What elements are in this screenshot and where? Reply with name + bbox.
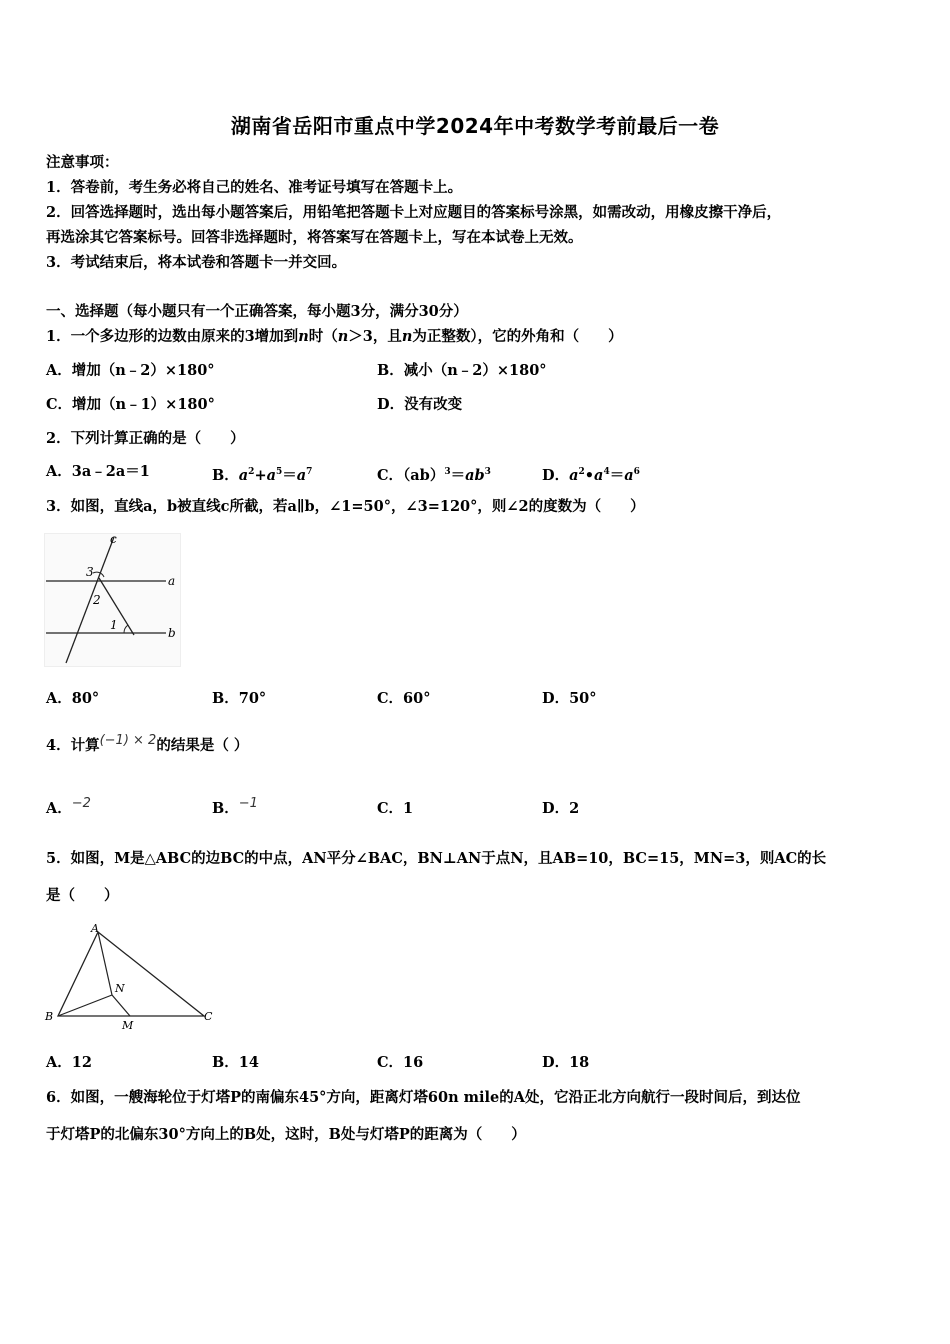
notice-item-3: 3．考试结束后，将本试卷和答题卡一并交回。 <box>46 254 347 271</box>
q3-figure <box>44 533 182 668</box>
q5-stem-line1: 5．如图，M是△ABC的边BC的中点，AN平分∠BAC，BN⊥AN于点N，且AB=10，BC=15，MN=3，则AC的长 <box>46 850 827 867</box>
q3-label-2: 2 <box>93 593 101 607</box>
q1-option-a: A．增加（n﹣2）×180° <box>46 362 215 379</box>
q4-option-b: B．−1 <box>212 796 258 817</box>
q6-stem-line1: 6．如图，一艘海轮位于灯塔P的南偏东45°方向，距离灯塔60n mile的A处，它沿正北方向航行一段时间后，到达位 <box>46 1089 801 1106</box>
q5-label-a: A <box>91 922 99 935</box>
q1-option-c: C．增加（n﹣1）×180° <box>46 396 215 413</box>
q3-label-3: 3 <box>86 565 94 579</box>
q4-expression: (−1) × 2 <box>99 733 157 748</box>
q3-stem: 3．如图，直线a，b被直线c所截，若a∥b，∠1=50°，∠3=120°，则∠2的度数为（ ） <box>46 498 645 515</box>
q1-stem: 1．一个多边形的边数由原来的3增加到n时（n＞3，且n为正整数），它的外角和（ ） <box>46 328 623 345</box>
q3-option-b: B．70° <box>212 690 267 707</box>
q3-label-b: b <box>168 626 176 640</box>
q1-option-b: B．减小（n﹣2）×180° <box>377 362 547 379</box>
q5-option-b: B．14 <box>212 1054 259 1071</box>
q3-label-c: c <box>110 533 117 546</box>
q2-stem: 2．下列计算正确的是（ ） <box>46 430 245 447</box>
q5-label-m: M <box>122 1019 134 1032</box>
q5-option-d: D．18 <box>542 1054 590 1071</box>
section-heading: 一、选择题（每小题只有一个正确答案，每小题3分，满分30分） <box>46 303 468 320</box>
q2-option-d: D．$a^2•a^4=a^6$ <box>542 466 640 484</box>
q5-label-n: N <box>115 982 125 995</box>
notice-item-2: 2．回答选择题时，选出每小题答案后，用铅笔把答题卡上对应题目的答案标号涂黑，如需改动，用橡皮擦干净后， <box>46 204 782 221</box>
page-title: 湖南省岳阳市重点中学2024年中考数学考前最后一卷 <box>230 114 720 138</box>
q2-option-b: B．$a^2+a^5=a^7$ <box>212 466 313 484</box>
q3-option-c: C．60° <box>377 690 431 707</box>
notice-item-1: 1．答卷前，考生务必将自己的姓名、准考证号填写在答题卡上。 <box>46 179 463 196</box>
q5-figure <box>44 922 219 1032</box>
q5-stem-line2: 是（ ） <box>46 887 119 904</box>
q4-stem: 4．计算(−1) × 2的结果是（ ） <box>46 733 249 754</box>
notice-item-2-cont: 再选涂其它答案标号。回答非选择题时，将答案写在答题卡上，写在本试卷上无效。 <box>46 229 583 246</box>
q5-option-a: A．12 <box>46 1054 92 1071</box>
q4-option-c: C．1 <box>377 800 414 817</box>
q4-option-a: A．−2 <box>46 796 91 817</box>
q2-option-a: A．3a﹣2a＝1 <box>46 463 150 480</box>
q6-stem-line2: 于灯塔P的北偏东30°方向上的B处，这时，B处与灯塔P的距离为（ ） <box>46 1126 526 1143</box>
q5-option-c: C．16 <box>377 1054 424 1071</box>
q1-option-d: D．没有改变 <box>377 396 463 413</box>
notice-heading: 注意事项： <box>46 154 119 171</box>
q2-option-c: C．$(ab)^3=ab^3$ <box>377 466 491 484</box>
q3-label-1: 1 <box>110 618 118 632</box>
q3-label-a: a <box>168 574 176 588</box>
q5-label-b: B <box>45 1010 54 1023</box>
q5-label-c: C <box>204 1010 213 1023</box>
q3-option-a: A．80° <box>46 690 100 707</box>
q4-option-d: D．2 <box>542 800 580 817</box>
q3-option-d: D．50° <box>542 690 597 707</box>
